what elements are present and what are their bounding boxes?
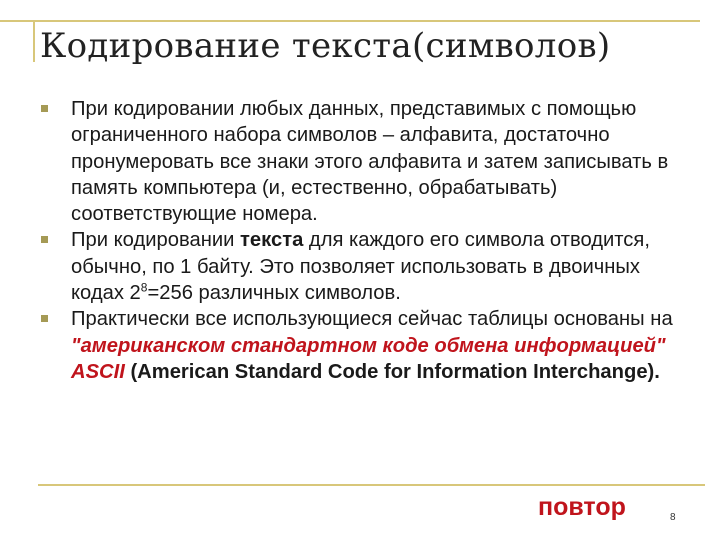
list-item — [38, 227, 693, 306]
square-bullet-icon — [41, 236, 48, 243]
bottom-divider — [38, 484, 705, 486]
list-item — [38, 306, 693, 385]
page-number: 8 — [670, 512, 676, 523]
repeat-link[interactable]: повтор — [538, 493, 626, 521]
top-divider — [0, 20, 700, 22]
superscript: 8 — [140, 280, 148, 295]
square-bullet-icon — [41, 315, 48, 322]
list-item — [38, 96, 693, 227]
bullet-text: При кодировании любых данных, представимых с помощью ограниченного набора символов – алфавита, достаточно пронумеровать все знаки этого алфавита и затем записывать в память компьютера (и, естественно, обрабатывать) соответствующие номера. — [71, 98, 669, 226]
ascii-expansion: (American Standard Code for Information Interchange). — [124, 360, 660, 383]
bullet-text-part: При кодировании — [71, 229, 241, 252]
title-accent-line — [33, 22, 35, 62]
bullet-text-part: для каждого его символа отводится, обычно, по 1 байту. Это позволяет использовать в двоичных кодах 2 — [71, 229, 650, 305]
bullet-text-part: =256 различных символов. — [147, 282, 401, 305]
square-bullet-icon — [41, 105, 48, 112]
ascii-highlight: "американском стандартном коде обмена информацией" ASCII — [71, 334, 666, 383]
bold-term: текста — [240, 229, 304, 252]
bullet-text-part: Практически все использующиеся сейчас таблицы основаны на — [71, 308, 673, 331]
bullet-list — [38, 96, 693, 385]
slide-title: Кодирование текста(символов) — [40, 26, 611, 66]
